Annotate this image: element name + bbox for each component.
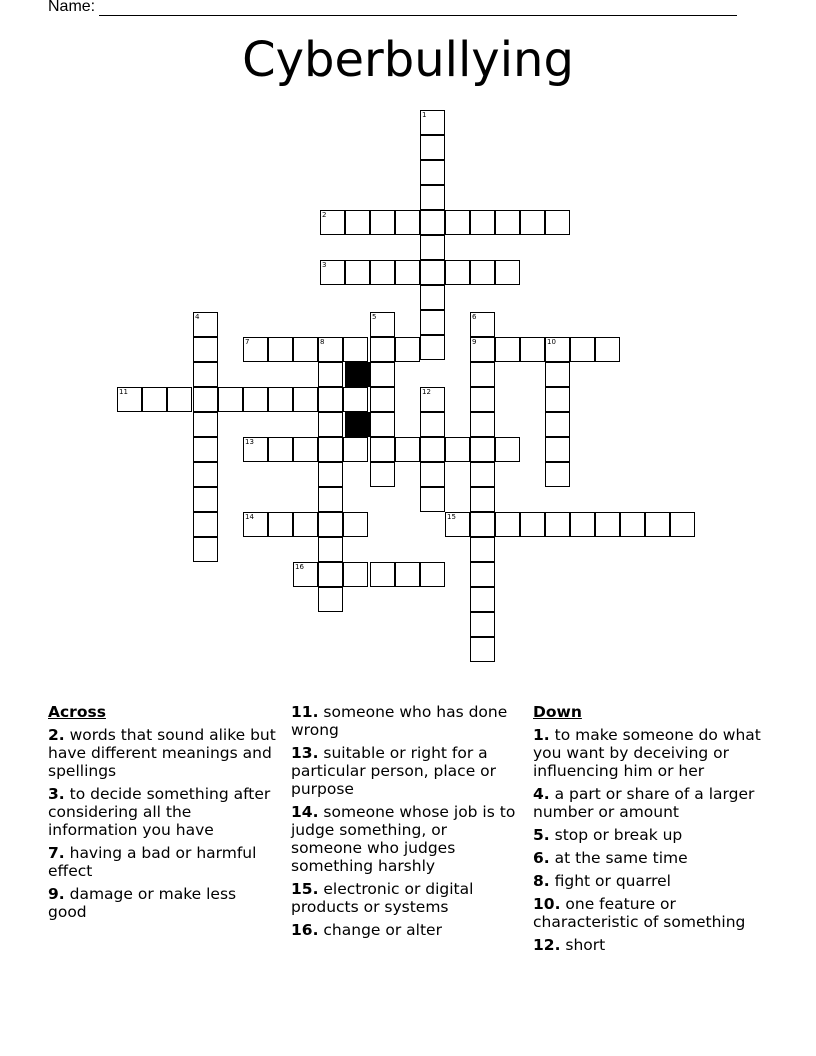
clue-item-text: someone whose job is to judge something, or someone who judges something harshly (291, 803, 516, 875)
grid-cell[interactable] (167, 387, 192, 412)
grid-cell[interactable] (545, 462, 570, 487)
grid-cell[interactable] (193, 437, 218, 462)
grid-cell[interactable] (318, 587, 343, 612)
grid-cell[interactable] (193, 337, 218, 362)
clue-item (48, 726, 276, 780)
grid-cell[interactable] (445, 210, 470, 235)
grid-cell[interactable] (370, 462, 395, 487)
name-field[interactable] (48, 0, 737, 16)
clue-item-number: 10. (533, 895, 561, 913)
grid-cell[interactable] (495, 437, 520, 462)
grid-cell[interactable] (545, 437, 570, 462)
grid-cell[interactable] (318, 537, 343, 562)
grid-cell[interactable] (545, 362, 570, 387)
clue-item-text: damage or make less good (48, 885, 237, 921)
clue-number: 15 (447, 513, 456, 521)
clue-number: 11 (119, 388, 128, 396)
grid-cell[interactable] (570, 337, 595, 362)
grid-cell[interactable] (420, 160, 445, 185)
grid-cell[interactable] (470, 437, 495, 462)
clue-item-text: change or alter (318, 921, 442, 939)
clue-item (48, 885, 276, 921)
grid-cell[interactable] (193, 462, 218, 487)
grid-cell[interactable] (420, 210, 445, 235)
grid-cell[interactable] (470, 462, 495, 487)
grid-cell[interactable] (470, 637, 495, 662)
clue-item-number: 13. (291, 744, 319, 762)
clue-item (533, 936, 773, 954)
grid-cell[interactable] (470, 512, 495, 537)
grid-cell[interactable] (395, 337, 420, 362)
clue-item (533, 785, 773, 821)
clue-item-text: to decide something after considering all the information you have (48, 785, 271, 839)
clue-item-number: 5. (533, 826, 550, 844)
grid-cell[interactable] (142, 387, 167, 412)
grid-cell[interactable] (420, 310, 445, 335)
grid-cell[interactable] (445, 437, 470, 462)
grid-cell[interactable] (293, 337, 318, 362)
clue-item-text: having a bad or harmful effect (48, 844, 257, 880)
clue-item-number: 4. (533, 785, 550, 803)
grid-cell[interactable] (193, 487, 218, 512)
grid-cell[interactable] (343, 562, 368, 587)
grid-cell[interactable] (318, 462, 343, 487)
clue-item-number: 14. (291, 803, 319, 821)
grid-cell[interactable] (420, 285, 445, 310)
grid-cell[interactable] (420, 335, 445, 360)
grid-cell[interactable] (293, 437, 318, 462)
grid-cell[interactable] (470, 587, 495, 612)
grid-cell[interactable] (545, 387, 570, 412)
grid-cell[interactable] (420, 185, 445, 210)
grid-cell[interactable] (318, 362, 343, 387)
clue-item-number: 7. (48, 844, 65, 862)
clue-number: 6 (472, 313, 477, 321)
clue-item-text: suitable or right for a particular person, place or purpose (291, 744, 497, 798)
grid-cell[interactable] (495, 337, 520, 362)
puzzle-title: Cyberbullying (242, 32, 574, 88)
clue-item (48, 844, 276, 880)
grid-cell[interactable] (370, 362, 395, 387)
grid-cell[interactable] (343, 437, 368, 462)
clue-item-text: electronic or digital products or systems (291, 880, 474, 916)
clue-item-text: someone who has done wrong (291, 703, 508, 739)
grid-cell[interactable] (470, 412, 495, 437)
grid-cell[interactable] (645, 512, 670, 537)
grid-cell[interactable] (545, 412, 570, 437)
grid-cell[interactable] (193, 362, 218, 387)
grid-cell[interactable] (520, 512, 545, 537)
clue-item (291, 744, 519, 798)
clue-number: 9 (472, 338, 477, 346)
grid-cell[interactable] (470, 210, 495, 235)
clue-number: 3 (322, 261, 327, 269)
clue-number: 7 (245, 338, 250, 346)
clue-item-number: 2. (48, 726, 65, 744)
clue-item-text: stop or break up (549, 826, 683, 844)
grid-cell[interactable] (193, 387, 218, 412)
clue-number: 16 (295, 563, 304, 571)
name-label: Name: (48, 0, 96, 15)
grid-cell[interactable] (470, 612, 495, 637)
grid-cell[interactable] (495, 210, 520, 235)
grid-cell[interactable] (318, 387, 343, 412)
clue-number: 4 (195, 313, 200, 321)
grid-cell[interactable] (395, 260, 420, 285)
grid-cell[interactable] (395, 562, 420, 587)
across-heading: Across (48, 703, 106, 721)
grid-cell[interactable] (520, 337, 545, 362)
grid-cell[interactable] (345, 210, 370, 235)
clue-item (48, 785, 276, 839)
clue-item-number: 15. (291, 880, 319, 898)
clue-item-text: words that sound alike but have different meanings and spellings (48, 726, 276, 780)
clue-number: 5 (372, 313, 377, 321)
grid-cell[interactable] (293, 387, 318, 412)
grid-cell[interactable] (420, 462, 445, 487)
down-clues-column (533, 703, 773, 954)
clue-item (291, 921, 519, 939)
clue-item-number: 6. (533, 849, 550, 867)
grid-cell[interactable] (495, 260, 520, 285)
grid-cell[interactable] (193, 537, 218, 562)
grid-cell[interactable] (470, 387, 495, 412)
grid-cell[interactable] (570, 512, 595, 537)
grid-cell[interactable] (670, 512, 695, 537)
clue-item-number: 11. (291, 703, 319, 721)
grid-cell[interactable] (318, 487, 343, 512)
grid-cell[interactable] (470, 260, 495, 285)
clue-item (291, 803, 519, 875)
grid-cell[interactable] (370, 210, 395, 235)
down-heading: Down (533, 703, 582, 721)
grid-cell[interactable] (268, 437, 293, 462)
grid-cell[interactable] (268, 337, 293, 362)
grid-cell[interactable] (268, 387, 293, 412)
grid-cell[interactable] (370, 562, 395, 587)
grid-cell[interactable] (520, 210, 545, 235)
grid-cell[interactable] (445, 260, 470, 285)
clue-item (533, 872, 773, 890)
name-line[interactable] (99, 1, 737, 16)
grid-cell[interactable] (293, 512, 318, 537)
grid-cell[interactable] (370, 412, 395, 437)
clue-item-number: 3. (48, 785, 65, 803)
clue-item (291, 703, 519, 739)
grid-cell[interactable] (470, 487, 495, 512)
grid-cell[interactable] (495, 512, 520, 537)
grid-cell[interactable] (420, 135, 445, 160)
grid-cell[interactable] (595, 512, 620, 537)
black-cell (345, 362, 370, 387)
grid-cell[interactable] (470, 562, 495, 587)
grid-cell[interactable] (218, 387, 243, 412)
grid-cell[interactable] (370, 337, 395, 362)
grid-cell[interactable] (318, 437, 343, 462)
clue-item-number: 1. (533, 726, 550, 744)
across-clues-column (48, 703, 276, 921)
clue-number: 2 (322, 211, 327, 219)
grid-cell[interactable] (420, 562, 445, 587)
grid-cell[interactable] (370, 260, 395, 285)
clue-item-text: short (560, 936, 606, 954)
clue-item (291, 880, 519, 916)
grid-cell[interactable] (620, 512, 645, 537)
clue-number: 14 (245, 513, 254, 521)
grid-cell[interactable] (470, 537, 495, 562)
grid-cell[interactable] (545, 210, 570, 235)
across-clues-column-2 (291, 703, 519, 939)
grid-cell[interactable] (193, 412, 218, 437)
grid-cell[interactable] (420, 235, 445, 260)
black-cell (345, 412, 370, 437)
grid-cell[interactable] (370, 437, 395, 462)
grid-cell[interactable] (193, 512, 218, 537)
grid-cell[interactable] (545, 512, 570, 537)
grid-cell[interactable] (343, 512, 368, 537)
clue-item (533, 826, 773, 844)
grid-cell[interactable] (395, 437, 420, 462)
clue-item-number: 12. (533, 936, 561, 954)
grid-cell[interactable] (395, 210, 420, 235)
grid-cell[interactable] (345, 260, 370, 285)
clue-item (533, 895, 773, 931)
grid-cell[interactable] (420, 260, 445, 285)
grid-cell[interactable] (470, 362, 495, 387)
clue-item (533, 849, 773, 867)
grid-cell[interactable] (318, 512, 343, 537)
clue-item-text: one feature or characteristic of something (533, 895, 746, 931)
clue-number: 12 (422, 388, 431, 396)
clue-number: 10 (547, 338, 556, 346)
grid-cell[interactable] (420, 437, 445, 462)
clue-number: 8 (320, 338, 325, 346)
grid-cell[interactable] (243, 387, 268, 412)
grid-cell[interactable] (370, 387, 395, 412)
clue-item-number: 9. (48, 885, 65, 903)
grid-cell[interactable] (420, 412, 445, 437)
clue-item-text: to make someone do what you want by deceiving or influencing him or her (533, 726, 761, 780)
grid-cell[interactable] (343, 337, 368, 362)
clue-item (533, 726, 773, 780)
clue-item-number: 8. (533, 872, 550, 890)
grid-cell[interactable] (343, 387, 368, 412)
clue-item-text: at the same time (549, 849, 688, 867)
clue-item-text: a part or share of a larger number or amount (533, 785, 755, 821)
grid-cell[interactable] (420, 487, 445, 512)
grid-cell[interactable] (318, 562, 343, 587)
clue-number: 1 (422, 111, 427, 119)
grid-cell[interactable] (318, 412, 343, 437)
clue-item-number: 16. (291, 921, 319, 939)
clue-number: 13 (245, 438, 254, 446)
clue-item-text: fight or quarrel (549, 872, 671, 890)
grid-cell[interactable] (268, 512, 293, 537)
grid-cell[interactable] (595, 337, 620, 362)
